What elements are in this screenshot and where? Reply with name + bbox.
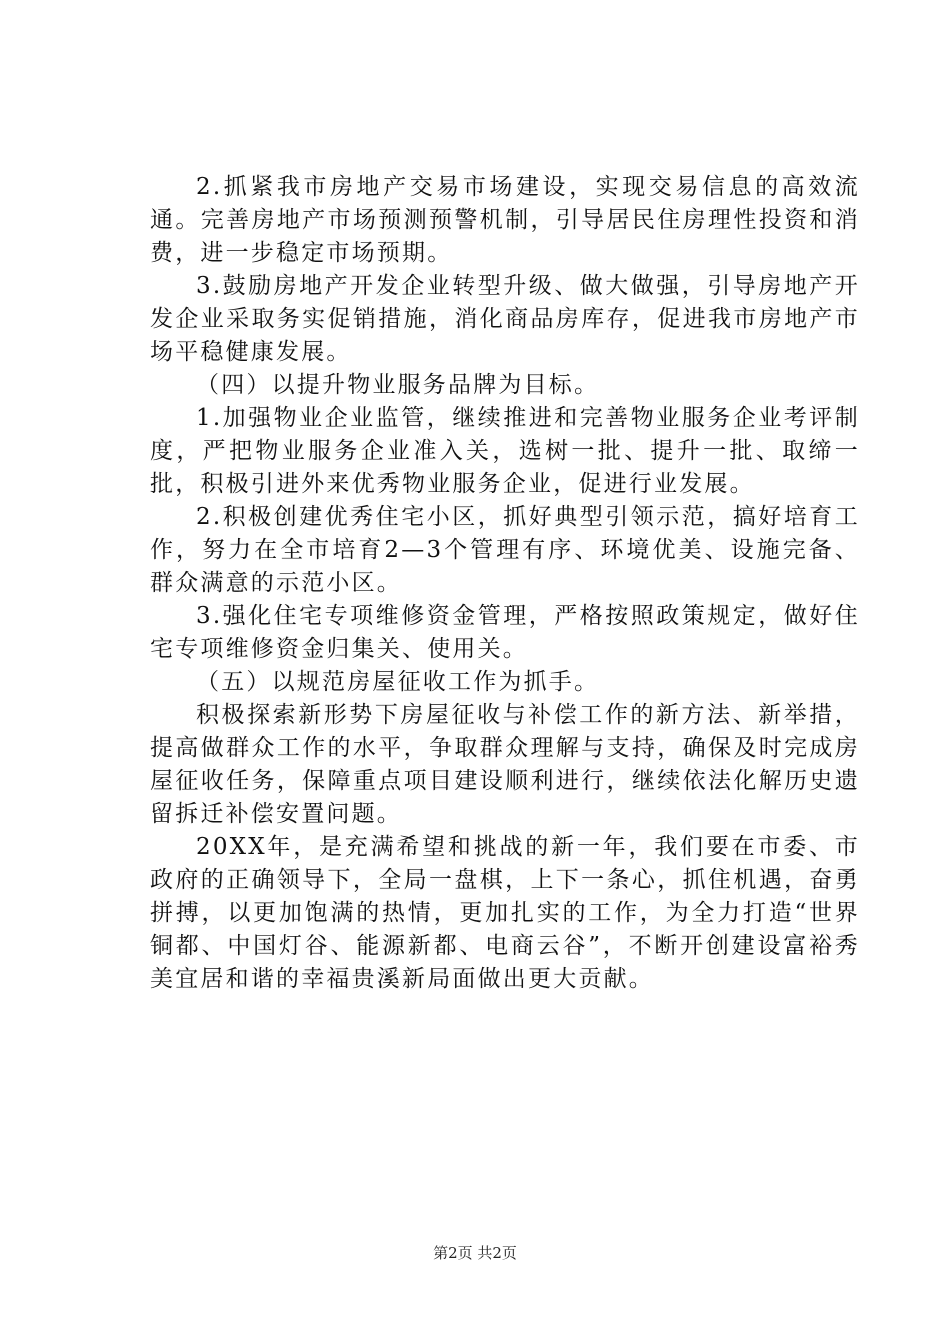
document-body — [150, 171, 860, 996]
paragraph: 3.鼓励房地产开发企业转型升级、做大做强，引导房地产开发企业采取务实促销措施，消化商品房库存，促进我市房地产市场平稳健康发展。 — [150, 273, 860, 365]
section-heading: （五）以规范房屋征收工作为抓手。 — [196, 669, 600, 695]
paragraph: 20XX年，是充满希望和挑战的新一年，我们要在市委、市政府的正确领导下，全局一盘棋，上下一条心，抓住机遇，奋勇拼搏，以更加饱满的热情，更加扎实的工作，为全力打造“世界铜都、中国灯谷、能源新都、电商云谷”，不断开创建设富裕秀美宜居和谐的幸福贵溪新局面做出更大贡献。 — [150, 834, 860, 992]
paragraph: 1.加强物业企业监管，继续推进和完善物业服务企业考评制度，严把物业服务企业准入关，选树一批、提升一批、取缔一批，积极引进外来优秀物业服务企业，促进行业发展。 — [150, 405, 860, 497]
paragraph: 3.强化住宅专项维修资金管理，严格按照政策规定，做好住宅专项维修资金归集关、使用关。 — [150, 603, 860, 662]
paragraph: 2.抓紧我市房地产交易市场建设，实现交易信息的高效流通。完善房地产市场预测预警机制，引导居民住房理性投资和消费，进一步稳定市场预期。 — [150, 174, 860, 266]
paragraph: 2.积极创建优秀住宅小区，抓好典型引领示范，搞好培育工作，努力在全市培育2—3个管理有序、环境优美、设施完备、群众满意的示范小区。 — [150, 504, 860, 596]
paragraph: 积极探索新形势下房屋征收与补偿工作的新方法、新举措，提高做群众工作的水平，争取群众理解与支持，确保及时完成房屋征收任务，保障重点项目建设顺利进行，继续依法化解历史遗留拆迁补偿安置问题。 — [150, 702, 860, 827]
page-number-footer: 第2页 共2页 — [433, 1244, 517, 1262]
section-heading: （四）以提升物业服务品牌为目标。 — [196, 372, 600, 398]
